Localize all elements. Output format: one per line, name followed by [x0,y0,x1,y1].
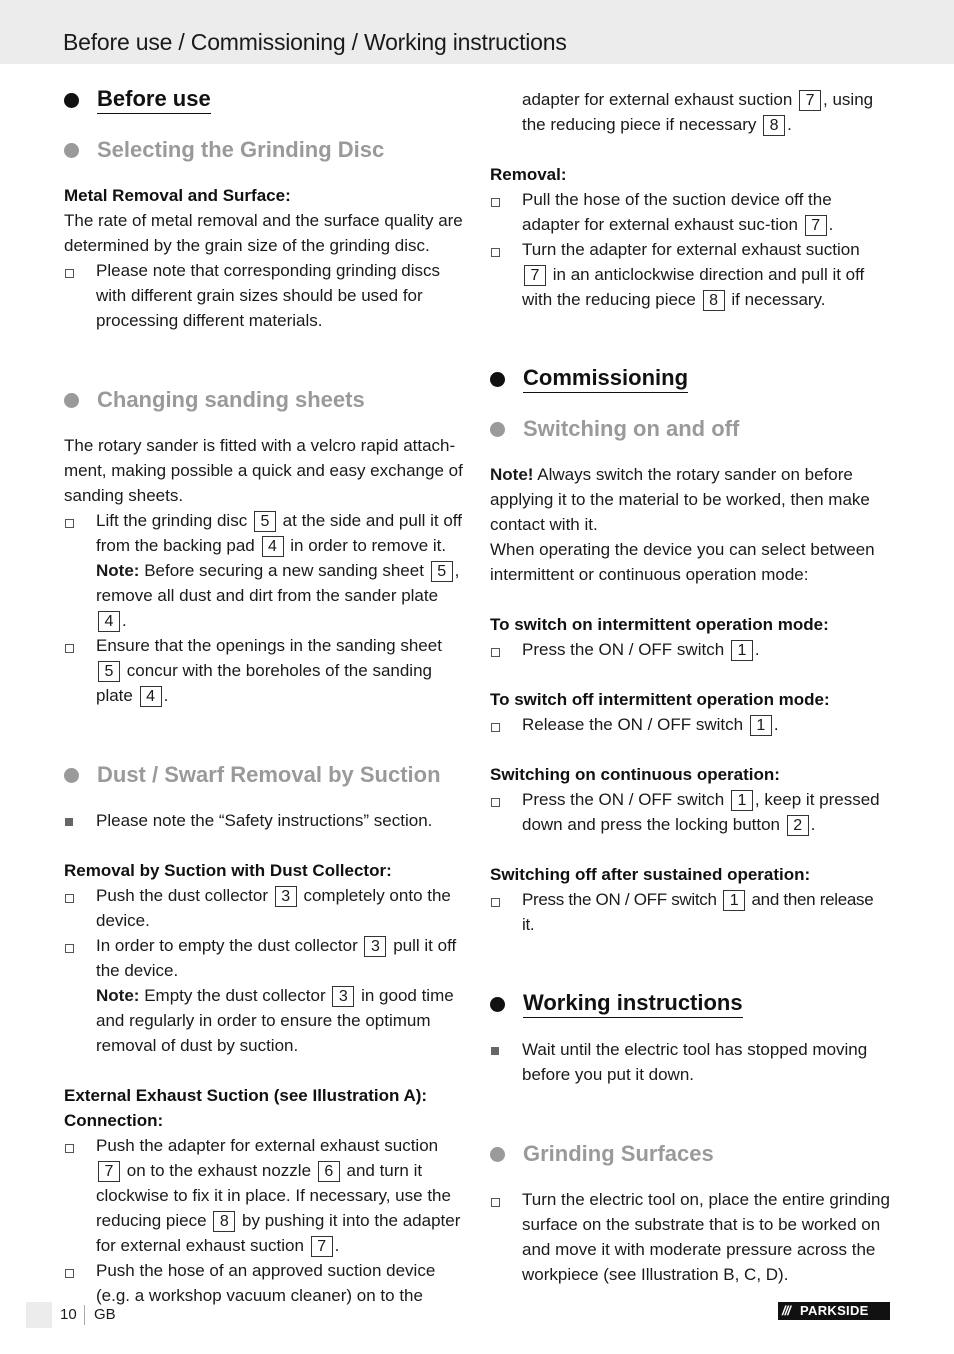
left-column [64,83,466,1308]
checkbox-bullet-icon [64,633,96,708]
ref-number: 7 [311,1236,333,1257]
heading-dust-removal: Dust / Swarf Removal by Suction [64,758,466,792]
checkbox-bullet-icon [490,787,522,837]
bullet-dot-icon [490,1147,505,1162]
checkbox-bullet-icon [490,237,522,312]
square-bullet-icon [64,808,96,833]
list-item-continued: adapter for external exhaust suction 7 , using the reducing piece if necessary 8 . [522,90,874,134]
subheading-dust-collector: Removal by Suction with Dust Collector: [64,861,392,880]
list-item: Lift the grinding disc 5 at the side and pull it off from the backing pad 4 in order to remove it. Note: Before securing a new sanding sheet 5 , remove all dust and dirt from the sander plate 4 . [64,508,466,633]
right-column [490,87,890,1287]
ref-number: 3 [332,986,354,1007]
heading-grinding-surfaces: Grinding Surfaces [490,1137,890,1171]
checkbox-bullet-icon [490,887,522,937]
checkbox-bullet-icon [64,508,96,633]
list-item: Release the ON / OFF switch 1 . [490,712,890,737]
list-item: Press the ON / OFF switch 1 , keep it pressed down and press the locking button 2 . [490,787,890,837]
ref-number: 1 [731,640,753,661]
checkbox-bullet-icon [490,187,522,237]
bullet-dot-icon [490,422,505,437]
ref-number: 1 [750,715,772,736]
paragraph-metal-removal: The rate of metal removal and the surface quality are determined by the grain size of the grinding disc. [64,211,463,255]
subheading-on-intermittent: To switch on intermittent operation mode: [490,615,829,634]
list-item: Wait until the electric tool has stopped moving before you put it down. [490,1037,890,1087]
checkbox-bullet-icon [490,637,522,662]
paragraph-note: Note! Always switch the rotary sander on before applying it to the material to be worked, then make contact with it. [490,465,870,534]
footer-divider [84,1305,85,1325]
checkbox-bullet-icon [64,1258,96,1308]
list-item: Turn the electric tool on, place the entire grinding surface on the substrate that is to be worked on and move it with moderate pressure across the workpiece (see Illustration B, C, D). [490,1187,890,1287]
heading-commissioning: Commissioning [490,362,890,396]
subheading-connection: Connection: [64,1111,164,1130]
bullet-dot-icon [490,372,505,387]
ref-number: 1 [723,890,745,911]
ref-number: 3 [364,936,386,957]
list-item: Push the hose of an approved suction device (e.g. a workshop vacuum cleaner) on to the [64,1258,466,1308]
ref-number: 7 [524,265,546,286]
checkbox-bullet-icon [64,933,96,1058]
ref-number: 8 [763,115,785,136]
parkside-logo [778,1302,890,1320]
bullet-dot-icon [64,93,79,108]
heading-switching: Switching on and off [490,412,890,446]
ref-number: 8 [213,1211,235,1232]
ref-number: 1 [731,790,753,811]
language-code: GB [94,1306,116,1323]
ref-number: 6 [318,1161,340,1182]
bullet-dot-icon [64,143,79,158]
subheading-external-suction: External Exhaust Suction (see Illustration A): [64,1086,428,1105]
ref-number: 4 [98,611,120,632]
ref-number: 3 [275,886,297,907]
list-item: Pull the hose of the suction device off the adapter for external exhaust suc-tion 7 . [490,187,890,237]
list-item: Ensure that the openings in the sanding sheet 5 concur with the boreholes of the sanding plate 4 . [64,633,466,708]
footer-page-box [26,1302,52,1328]
ref-number: 5 [431,561,453,582]
paragraph-modes: When operating the device you can select between intermittent or continuous operation mode: [490,540,875,584]
ref-number: 4 [140,686,162,707]
paragraph-sanding: The rotary sander is fitted with a velcro rapid attach-ment, making possible a quick and easy exchange of sanding sheets. [64,436,463,505]
heading-changing-sanding-sheets: Changing sanding sheets [64,383,466,417]
page-header [0,0,954,64]
list-item: Press the ON / OFF switch 1 . [490,637,890,662]
list-item: Push the adapter for external exhaust suction 7 on to the exhaust nozzle 6 and turn it clockwise to fix it in place. If necessary, use the reducing piece 8 by pushing it into the adapter for external exhaust suction 7 . [64,1133,466,1258]
subheading-on-continuous: Switching on continuous operation: [490,765,780,784]
page-number: 10 [60,1306,77,1323]
ref-number: 5 [98,661,120,682]
subheading-removal: Removal: [490,165,567,184]
ref-number: 2 [787,815,809,836]
list-item: Press the ON / OFF switch 1 and then release it. [490,887,890,937]
subheading-off-intermittent: To switch off intermittent operation mode: [490,690,830,709]
ref-number: 7 [98,1161,120,1182]
bullet-dot-icon [64,768,79,783]
list-item: Please note the “Safety instructions” section. [64,808,466,833]
ref-number: 8 [703,290,725,311]
list-item: Turn the adapter for external exhaust suction 7 in an anticlockwise direction and pull it off with the reducing piece 8 if necessary. [490,237,890,312]
ref-number: 4 [262,536,284,557]
logo-brand-text: PARKSIDE [800,1303,869,1318]
list-item: Push the dust collector 3 completely onto the device. [64,883,466,933]
list-item: Please note that corresponding grinding discs with different grain sizes should be used for processing different materials. [64,258,466,333]
ref-number: 7 [799,90,821,111]
checkbox-bullet-icon [64,883,96,933]
list-item: In order to empty the dust collector 3 pull it off the device. Note: Empty the dust collector 3 in good time and regularly in order to ensure the optimum removal of dust by suction. [64,933,466,1058]
subheading-off-continuous: Switching off after sustained operation: [490,865,811,884]
logo-stripes-icon: /// [782,1303,790,1318]
heading-working-instructions: Working instructions [490,987,890,1021]
checkbox-bullet-icon [490,1187,522,1287]
heading-before-use: Before use [64,83,466,117]
subheading-metal-removal: Metal Removal and Surface: [64,186,291,205]
ref-number: 5 [254,511,276,532]
heading-grinding-disc: Selecting the Grinding Disc [64,133,466,167]
page-title: Before use / Commissioning / Working instructions [63,29,567,55]
bullet-dot-icon [490,997,505,1012]
checkbox-bullet-icon [64,1133,96,1258]
checkbox-bullet-icon [490,712,522,737]
square-bullet-icon [490,1037,522,1087]
ref-number: 7 [805,215,827,236]
checkbox-bullet-icon [64,258,96,333]
bullet-dot-icon [64,393,79,408]
